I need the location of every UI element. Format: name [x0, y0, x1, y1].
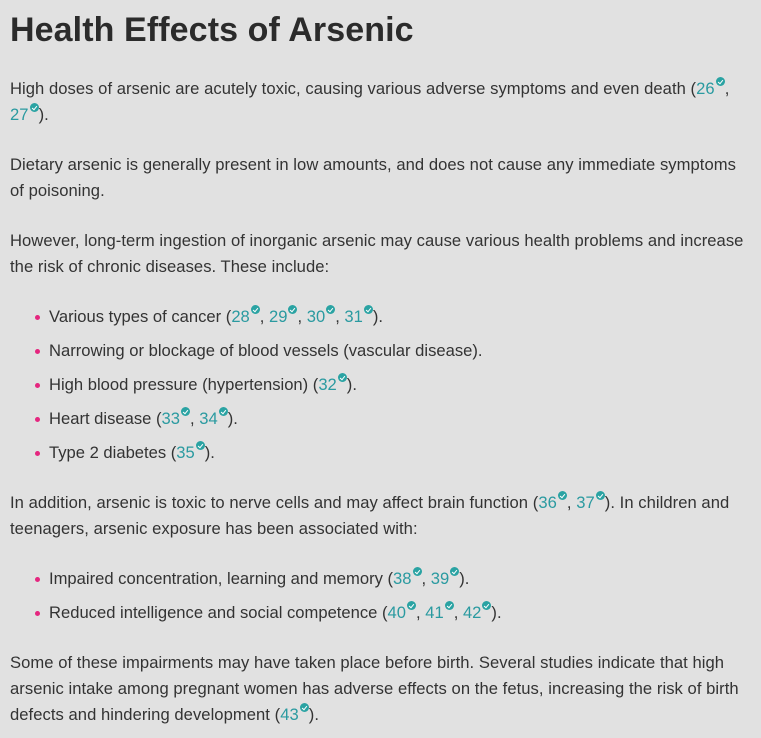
reference-link[interactable]: 37	[576, 493, 595, 512]
check-circle-icon	[596, 491, 605, 500]
reference-link[interactable]: 40	[387, 603, 407, 622]
list-item: Reduced intelligence and social competence (40 , 41 , 42 ).	[35, 600, 751, 626]
list-item: Narrowing or blockage of blood vessels (vascular disease).	[35, 338, 751, 364]
list-item: High blood pressure (hypertension) (32 ).	[35, 372, 751, 398]
reference-link[interactable]: 39	[430, 569, 450, 588]
paragraph-acute-toxicity: High doses of arsenic are acutely toxic, causing various adverse symptoms and even death (26 , 27 ).	[10, 79, 730, 124]
reference-link[interactable]: 30	[306, 307, 326, 326]
reference-link[interactable]: 28	[231, 307, 250, 326]
reference-link[interactable]: 38	[393, 569, 412, 588]
children-effects-list	[10, 566, 751, 626]
check-circle-icon	[445, 601, 454, 610]
check-circle-icon	[219, 407, 228, 416]
check-circle-icon	[288, 305, 297, 314]
reference-link[interactable]: 33	[161, 409, 180, 428]
check-circle-icon	[338, 373, 347, 382]
reference-link[interactable]: 26	[696, 79, 715, 98]
list-item: Heart disease (33 , 34 ).	[35, 406, 751, 432]
paragraph-prenatal: Some of these impairments may have taken place before birth. Several studies indicate that high arsenic intake among pregnant women has adverse effects on the fetus, increasing the risk of birth defects and hindering development (43 ).	[10, 653, 739, 724]
check-circle-icon	[326, 305, 335, 314]
paragraph-long-term: However, long-term ingestion of inorganic arsenic may cause various health problems and increase the risk of chronic diseases. These include:	[10, 231, 744, 276]
check-circle-icon	[251, 305, 260, 314]
reference-link[interactable]: 32	[318, 375, 337, 394]
reference-link[interactable]: 29	[269, 307, 288, 326]
list-item: Impaired concentration, learning and memory (38 , 39 ).	[35, 566, 751, 592]
paragraph-neurotoxicity: In addition, arsenic is toxic to nerve cells and may affect brain function (36 , 37 ). In children and teenagers, arsenic exposure has been associated with:	[10, 493, 730, 538]
reference-link[interactable]: 31	[344, 307, 363, 326]
check-circle-icon	[413, 567, 422, 576]
reference-link[interactable]: 35	[176, 443, 195, 462]
reference-link[interactable]: 42	[462, 603, 482, 622]
reference-link[interactable]: 41	[425, 603, 444, 622]
check-circle-icon	[196, 441, 205, 450]
check-circle-icon	[30, 103, 39, 112]
health-problems-list	[10, 304, 751, 466]
check-circle-icon	[716, 77, 725, 86]
reference-link[interactable]: 27	[10, 105, 29, 124]
paragraph-dietary: Dietary arsenic is generally present in low amounts, and does not cause any immediate symptoms of poisoning.	[10, 155, 736, 200]
reference-link[interactable]: 36	[538, 493, 557, 512]
list-item: Various types of cancer (28 , 29 , 30 , 31 ).	[35, 304, 751, 330]
check-circle-icon	[407, 601, 416, 610]
check-circle-icon	[364, 305, 373, 314]
check-circle-icon	[300, 703, 309, 712]
section-heading: Health Effects of Arsenic	[10, 11, 414, 49]
check-circle-icon	[450, 567, 459, 576]
paragraph-text: High doses of arsenic are acutely toxic, causing various adverse symptoms and even death (	[10, 79, 697, 98]
list-item: Type 2 diabetes (35 ).	[35, 440, 751, 466]
check-circle-icon	[558, 491, 567, 500]
reference-link[interactable]: 43	[280, 705, 299, 724]
check-circle-icon	[181, 407, 190, 416]
reference-link[interactable]: 34	[199, 409, 218, 428]
